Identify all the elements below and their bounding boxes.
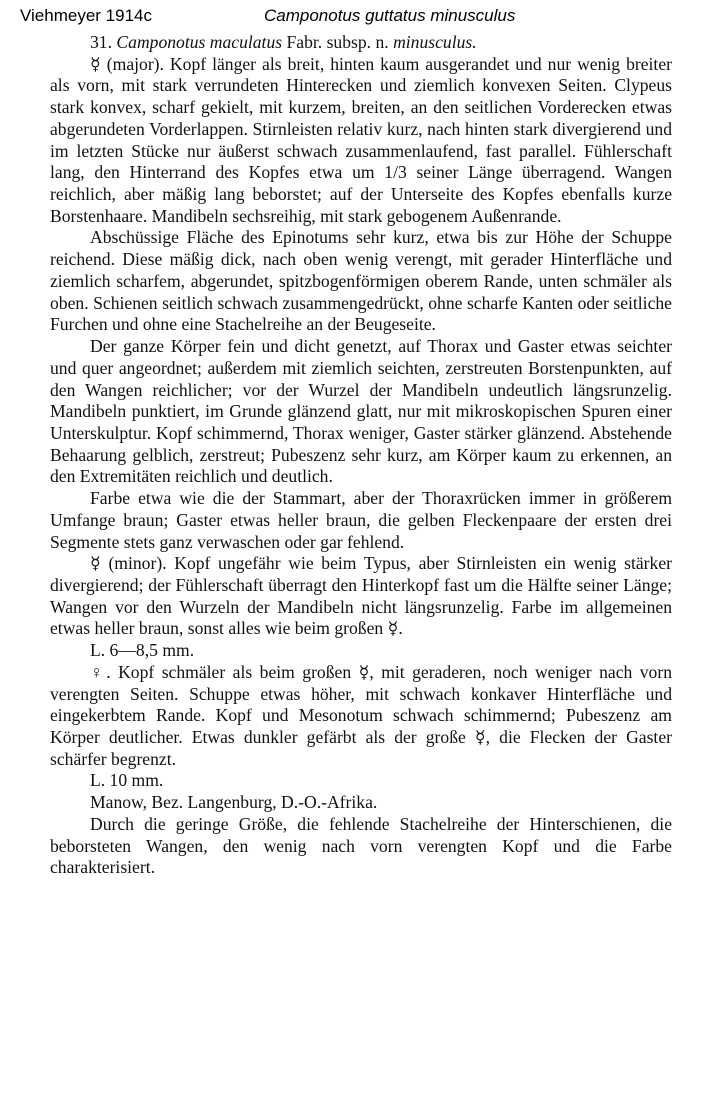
- subspecies-name: minusculus.: [393, 32, 477, 52]
- document-body: [50, 32, 672, 879]
- paragraph-color: Farbe etwa wie die der Stammart, aber der Thoraxrücken immer in größerem Umfange braun; Gaster etwas heller braun, die gelben Fleckenpaare der ersten drei Segmente stets ganz verwaschen oder gar fehlend.: [50, 488, 672, 552]
- paragraph-major-worker: ☿ (major). Kopf länger als breit, hinten kaum ausgerandet und nur wenig breiter als vorn, mit stark verrundeten Hinterecken und ziemlich konvexen Seiten. Clypeus stark konvex, scharf gekielt, mit kurzem, breiten, an den seitlichen Vorderecken etwas abgerundeten Vorderlappen. Stirnleisten relativ kurz, nach hinten stark divergierend und im letzten Stücke nur äußerst schwach zusammenlaufend, fast parallel. Fühlerschaft lang, den Hinterrand des Kopfes etwa um 1/3 seiner Länge überragend. Wangen reichlich, aber mäßig lang beborstet; auf der Unterseite des Kopfes ebenfalls kurze Borstenhaare. Mandibeln sechsreihig, mit stark gebogenem Außenrande.: [50, 53, 672, 226]
- paragraph-minor-worker: ☿ (minor). Kopf ungefähr wie beim Typus, aber Stirnleisten ein wenig stärker divergierend; der Fühlerschaft überragt den Hinterkopf fast um die Hälfte seiner Länge; Wangen vor den Wurzeln der Mandibeln nicht längsrunzelig. Farbe im allgemeinen etwas heller braun, sonst alles wie beim großen ☿.: [50, 553, 672, 639]
- paragraph-epinotum: Abschüssige Fläche des Epinotums sehr kurz, etwa bis zur Höhe der Schuppe reichend. Diese mäßig dick, nach oben wenig verengt, mit gerader Hinterfläche und ziemlich scharfem, abgerundet, spitzbogenförmigen oberem Rande, unten schmäler als oben. Schienen seitlich schwach zusammengedrückt, ohne scharfe Kanten oder seitliche Furchen und ohne eine Stachelreihe an der Beugeseite.: [50, 227, 672, 335]
- species-author: Fabr. subsp. n.: [286, 32, 389, 52]
- paragraph-diagnosis: Durch die geringe Größe, die fehlende Stachelreihe der Hinterschienen, die beborsteten Wangen, den wenig nach vorn verengten Kopf und die Farbe charakterisiert.: [50, 813, 672, 878]
- species-number: 31.: [90, 32, 112, 52]
- female-length: L. 10 mm.: [90, 770, 164, 791]
- paragraph-sculpture: Der ganze Körper fein und dicht genetzt, auf Thorax und Gaster etwas seichter und quer angeordnet; außerdem mit ziemlich seichten, zerstreuten Borstenpunkten, auf den Wangen reichlicher; vor der Wurzel der Mandibeln undeutlich längsrunzelig. Mandibeln punktiert, im Grunde glänzend glatt, nur mit mikroskopischen Spuren einer Unterskulptur. Kopf schimmernd, Thorax weniger, Gaster stärker glänzend. Abstehende Behaarung gelblich, zerstreut; Pubeszenz sehr kurz, am Körper kaum zu erkennen, an den Extremitäten reichlich und deutlich.: [50, 336, 672, 487]
- page-header: [20, 6, 702, 28]
- worker-length: L. 6—8,5 mm.: [90, 640, 195, 661]
- header-taxon: Camponotus guttatus minusculus: [264, 6, 516, 25]
- header-citation: Viehmeyer 1914c: [20, 6, 152, 25]
- type-locality: Manow, Bez. Langenburg, D.-O.-Afrika.: [90, 792, 378, 813]
- paragraph-female: ♀. Kopf schmäler als beim großen ☿, mit geraderen, noch weniger nach vorn verengten Seiten. Schuppe etwas höher, mit schwach konkaver Hinterfläche und eingekerbtem Rande. Kopf und Mesonotum schwach schimmernd; Pubeszenz am Körper deutlicher. Etwas dunkler gefärbt als der große ☿, die Flecken der Gaster schärfer begrenzt.: [50, 661, 672, 769]
- species-name: Camponotus maculatus: [116, 32, 283, 52]
- species-title: [50, 32, 672, 54]
